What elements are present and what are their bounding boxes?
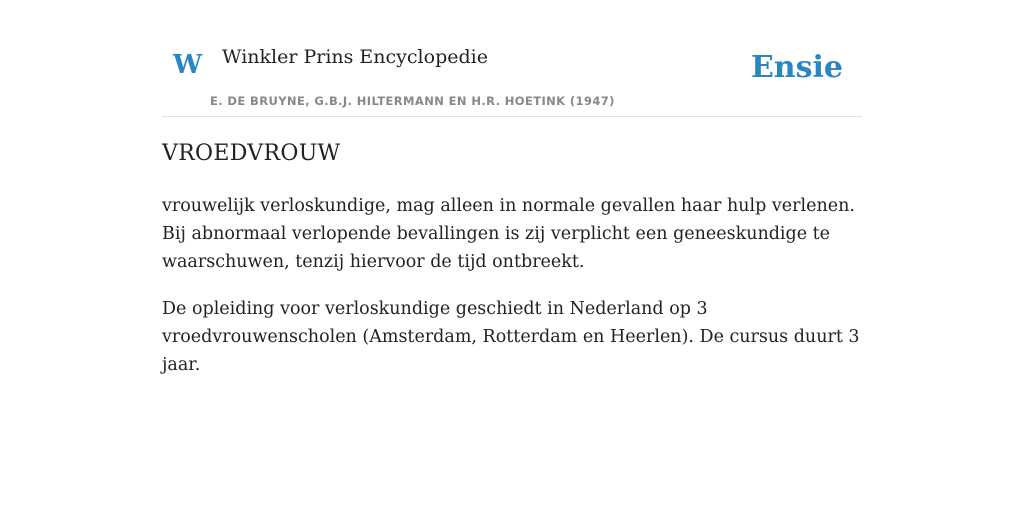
entry-body: [162, 192, 867, 398]
source-title[interactable]: Winkler Prins Encyclopedie: [222, 46, 488, 68]
source-header: [162, 40, 862, 117]
winkler-prins-logo[interactable]: W: [173, 50, 203, 80]
source-authors: E. DE BRUYNE, G.B.J. HILTERMANN EN H.R. HOETINK (1947): [210, 94, 615, 108]
entry-title: VROEDVROUW: [162, 141, 341, 166]
entry-paragraph: vrouwelijk verloskundige, mag alleen in normale gevallen haar hulp verlenen. Bij abnormaal verlopende bevallingen is zij verplicht een geneeskundige te waarschuwen, tenzij hiervoor de tijd ontbreekt.: [162, 196, 855, 272]
entry-paragraph: De opleiding voor verloskundige geschiedt in Nederland op 3 vroedvrouwenscholen (Amsterdam, Rotterdam en Heerlen). De cursus duurt 3 jaar.: [162, 299, 860, 375]
ensie-logo-link[interactable]: Ensie: [750, 50, 843, 85]
